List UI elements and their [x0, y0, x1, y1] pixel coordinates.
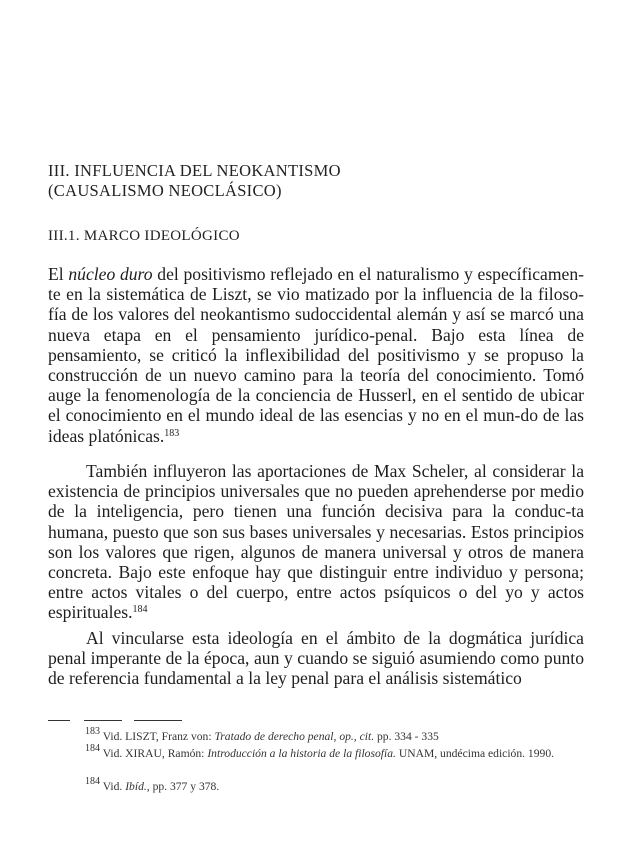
section-heading-line1: III. INFLUENCIA DEL NEOKANTISMO	[48, 161, 341, 180]
paragraph-1	[48, 264, 584, 446]
paragraph-3	[48, 628, 584, 689]
footnote-1-prefix: Vid. LISZT, Franz von:	[100, 730, 215, 743]
footnote-2-title: Introducción a la historia de la filosofía.	[207, 747, 396, 760]
subsection-heading: III.1. MARCO IDEOLÓGICO	[48, 228, 240, 244]
footnote-1	[48, 726, 584, 745]
paragraph-1-italic: núcleo duro	[68, 264, 153, 284]
footnote-divider-3	[134, 720, 182, 721]
footnote-2-prefix: Vid. XIRAU, Ramón:	[100, 747, 208, 760]
footnote-3	[48, 776, 584, 795]
footnote-3-number: 184	[85, 776, 100, 787]
footnote-3-suffix: , pp. 377 y 378.	[146, 780, 220, 793]
paragraph-2	[48, 461, 584, 623]
paragraph-3-text: Al vincularse esta ideología en el ámbito de la dogmática jurídica penal imperante de la época, aun y cuando se siguió asumiendo como punto de referencia fundamental a la ley penal para el análisis sistemático	[48, 628, 584, 689]
footnote-1-title: Tratado de derecho penal, op., cit.	[214, 730, 375, 743]
paragraph-2-text: También influyeron las aportaciones de Max Scheler, al considerar la existencia de principios universales que no pueden aprehenderse por medio de la inteligencia, pero tienen una función decisiva para la conduc-ta humana, puesto que son sus bases universales y necesarias. Estos principios son los valores que rigen, algunos de manera universal y otros de manera concreta. Bajo este enfoque hay que distinguir entre individuo y persona; entre actos vitales o del cuerpo, entre actos psíquicos o del yo y actos espirituales.	[48, 461, 584, 623]
footnote-3-title: Ibíd.	[125, 780, 147, 793]
footnote-divider-2	[84, 720, 122, 721]
footnote-divider-1	[48, 720, 70, 721]
section-heading-line2: (CAUSALISMO NEOCLÁSICO)	[48, 181, 282, 200]
footnote-ref-184[interactable]: 184	[132, 604, 148, 616]
footnote-2-number: 184	[85, 743, 100, 754]
footnote-1-suffix: pp. 334 - 335	[374, 730, 439, 743]
footnote-1-number: 183	[85, 726, 100, 737]
paragraph-1-pre: El	[48, 264, 69, 284]
footnote-3-prefix: Vid.	[100, 780, 126, 793]
paragraph-1-text: del positivismo reflejado en el naturalismo y específicamen-te en la sistemática de Liszt, se vio matizado por la influencia de la filoso-fía de los valores del neokantismo sudoccidental alemán y así se marcó una nueva etapa en el pensamiento jurídico-penal. Bajo esta línea de pensamiento, se criticó la inflexibilidad del positivismo y se propuso la construcción de un nuevo camino para la teoría del conocimiento. Tomó auge la fenomenología de la conciencia de Husserl, en el sentido de ubicar el conocimiento en el mundo ideal de las esencias y no en el mun-do de las ideas platónicas.	[48, 264, 585, 446]
footnote-2-suffix: UNAM, undécima edición. 1990.	[395, 747, 555, 760]
footnote-2	[48, 743, 584, 762]
footnote-ref-183[interactable]: 183	[164, 427, 180, 439]
